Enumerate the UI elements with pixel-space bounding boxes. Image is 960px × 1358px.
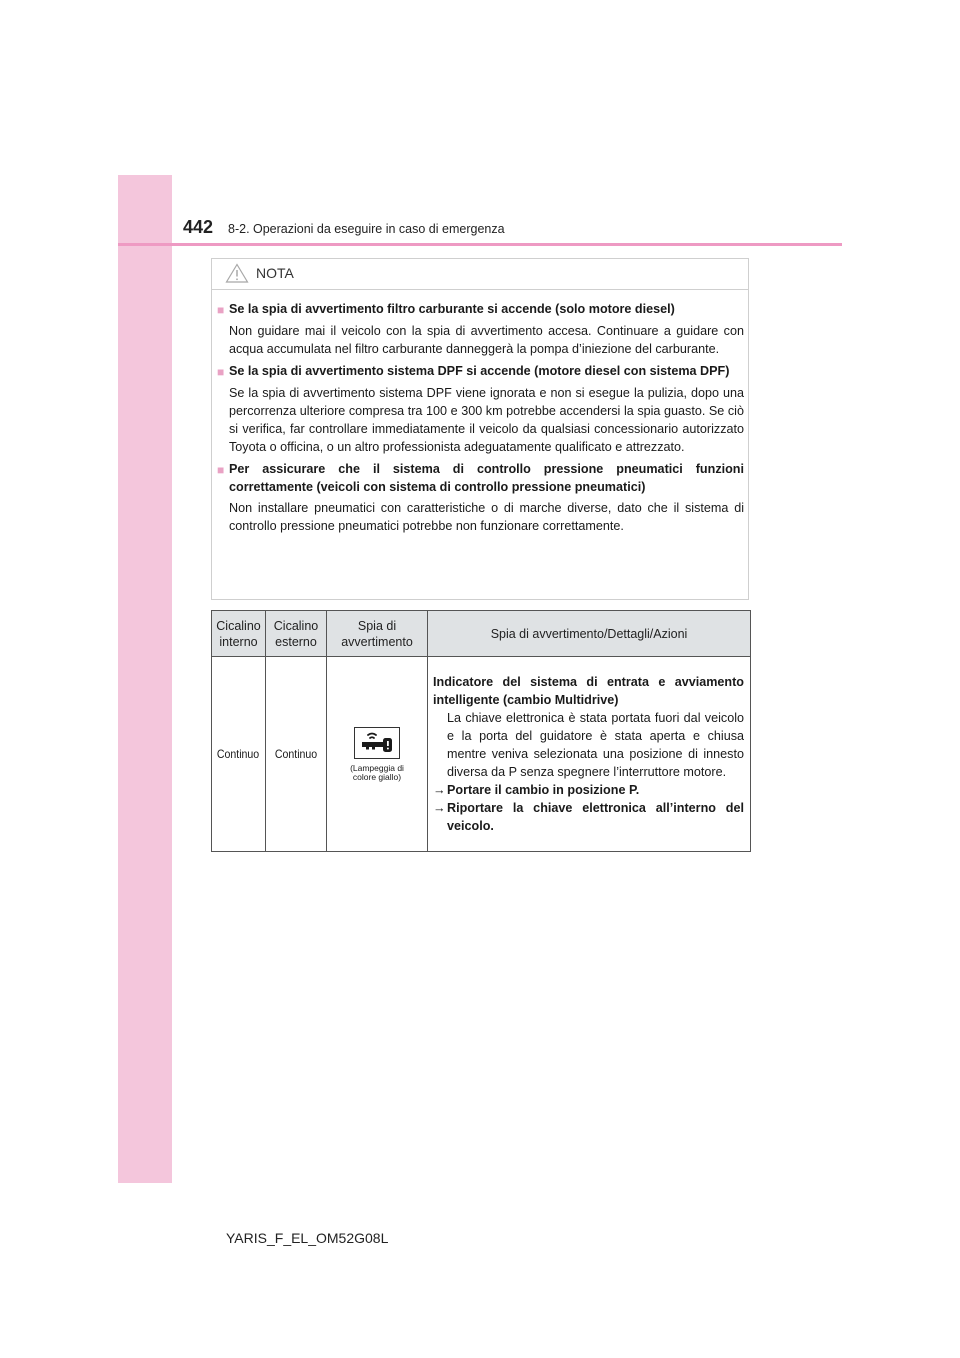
action-item [433,799,744,835]
detail-title: Indicatore del sistema di entrata e avviamento intelligente (cambio Multidrive) [433,675,744,707]
action-text: Portare il cambio in posizione P. [447,783,640,797]
nota-item [217,460,744,535]
details-cell [428,657,751,852]
nota-item-body: Non installare pneumatici con caratteristiche o di marche diverse, dato che il sistema di controllo pressione pneumatici potrebbe non funzionare correttamente. [229,501,744,533]
warning-light-table [211,610,751,852]
square-bullet-icon: ■ [217,463,225,477]
action-item [433,781,744,799]
header-details-actions: Spia di avvertimento/Dettagli/Azioni [428,611,751,657]
nota-label: NOTA [256,265,294,281]
header-internal-buzzer: Cicalino interno [212,611,266,657]
square-bullet-icon: ■ [217,303,225,317]
header-rule [118,243,842,246]
nota-item [217,362,744,456]
smart-key-warning-icon [354,727,400,759]
action-text: Riportare la chiave elettronica all’interno del veicolo. [447,801,744,833]
page-number: 442 [183,217,214,237]
warning-light-cell [327,657,428,852]
section-title: 8-2. Operazioni da eseguire in caso di emergenza [228,222,505,236]
arrow-right-icon: → [433,783,446,797]
nota-item-heading: Se la spia di avvertimento filtro carburante si accende (solo motore diesel) [229,302,675,316]
header-warning-light: Spia di avvertimento [327,611,428,657]
external-buzzer-cell: Continuo [266,657,327,852]
nota-content [217,300,744,539]
nota-item-heading: Per assicurare che il sistema di controllo pressione pneumatici funzioni correttamente (veicoli con sistema di controllo pressione pneumatici) [229,462,744,494]
table-row [212,657,751,852]
nota-box [211,258,749,600]
chapter-sidebar-tab [118,175,172,1183]
nota-header [212,259,748,290]
detail-description: La chiave elettronica è stata portata fuori dal veicolo e la porta del guidatore è stata aperta e chiusa mentre veniva selezionata una posizione di innesto diversa da P senza spegnere l’interruttore motore. [447,711,744,779]
nota-item-heading: Se la spia di avvertimento sistema DPF si accende (motore diesel con sistema DPF) [229,364,730,378]
internal-buzzer-cell: Continuo [212,657,266,852]
arrow-right-icon: → [433,801,446,815]
nota-item-body: Non guidare mai il veicolo con la spia di avvertimento accesa. Continuare a guidare con acqua accumulata nel filtro carburante danneggerà la pompa d’iniezione del carburante. [229,324,744,356]
table-header-row [212,611,751,657]
caution-triangle-icon [225,263,249,288]
nota-item-body: Se la spia di avvertimento sistema DPF viene ignorata e non si esegue la pulizia, dopo una percorrenza ulteriore compresa tra 100 e 300 km potrebbe accendersi la spia guasto. Se ciò si verifica, far controllare immediatamente il veicolo da qualsiasi concessionario autorizzato Toyota o officina, o un altro professionista adeguatamente qualificato e attrezzato. [229,386,744,454]
document-code: YARIS_F_EL_OM52G08L [226,1230,389,1246]
nota-item [217,300,744,358]
icon-note: (Lampeggia di colore giallo) [350,762,404,782]
square-bullet-icon: ■ [217,365,225,379]
header-external-buzzer: Cicalino esterno [266,611,327,657]
